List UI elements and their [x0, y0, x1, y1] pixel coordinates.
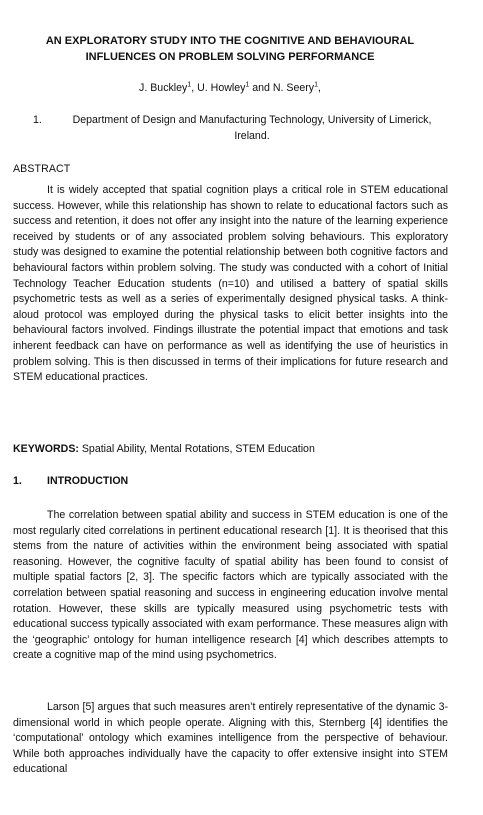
- introduction-paragraph: The correlation between spatial ability and success in STEM education is one of the most regularly cited correlations in pertinent educational research [1]. It is theorised that this stems from the nature of activities within the environment being associated with spatial reasoning. However, the cognitive faculty of spatial ability has been found to consist of multiple spatial factors [2, 3]. The specific factors which are typically associated with the correlation between spatial reasoning and success in engineering education involve mental rotation. However, these skills are typically measured using psychometric tests with educational success typically associated with exam performance. These measures align with the ‘geographic’ ontology for human intelligence research [4] which describes attempts to create a cognitive map of the mind using psychometrics.: [13, 509, 448, 662]
- author-affiliation-mark: 1: [314, 81, 318, 89]
- author-separator: ,: [318, 82, 321, 94]
- section-title: INTRODUCTION: [47, 475, 129, 487]
- affiliation-text: Department of Design and Manufacturing Technology, University of Limerick, Ireland.: [72, 114, 432, 142]
- author-affiliation-mark: 1: [245, 81, 250, 89]
- author-separator: ,: [191, 82, 198, 94]
- introduction-paragraph: Larson [5] argues that such measures aren’t entirely representative of the dynamic 3-dimensional world in which people operate. Aligning with this, Sternberg [4] identifies the ‘computational’ ontology which examines intelligence from the perspective of behaviour. While both approaches individually have the capacity to offer extensive insight into STEM educational: [13, 701, 448, 776]
- abstract-text: It is widely accepted that spatial cognition plays a critical role in STEM educational success. However, while this relationship has shown to relate to educational factors such as success and retention, it does not offer any insight into the nature of the learning experience received by students or of any associated problem solving behaviours. This exploratory study was designed to examine the potential relationship between both cognitive factors and behavioural factors within problem solving. The study was conducted with a cohort of Initial Technology Teacher Education students (n=10) and utilised a battery of spatial skills psychometric tests as well as a series of experimentally designed physical tasks. A think-aloud protocol was employed during the physical tasks to elicit better insights into the behavioural factors involved. Findings illustrate the potential impact that emotions and task inherent feedback can have on performance as well as identifying the use of heuristics in problem solving. This is then discussed in terms of their implications for future research and STEM educational practices.: [13, 184, 448, 384]
- abstract-heading: ABSTRACT: [13, 163, 71, 175]
- author-separator: and: [249, 82, 273, 94]
- section-number: 1.: [13, 475, 22, 487]
- affiliation-number: 1.: [33, 114, 42, 126]
- author-name: U. Howley: [197, 82, 246, 94]
- keywords-text: Spatial Ability, Mental Rotations, STEM Education: [78, 443, 315, 455]
- author-name: J. Buckley: [139, 82, 188, 94]
- keywords-line: [13, 442, 453, 458]
- paper-title: AN EXPLORATORY STUDY INTO THE COGNITIVE AND BEHAVIOURAL INFLUENCES ON PROBLEM SOLVING PERFORMANCE: [45, 35, 415, 63]
- author-list: [0, 81, 460, 97]
- author-name: N. Seery: [272, 82, 315, 94]
- keywords-label: KEYWORDS:: [13, 443, 79, 455]
- author-affiliation-mark: 1: [187, 81, 192, 89]
